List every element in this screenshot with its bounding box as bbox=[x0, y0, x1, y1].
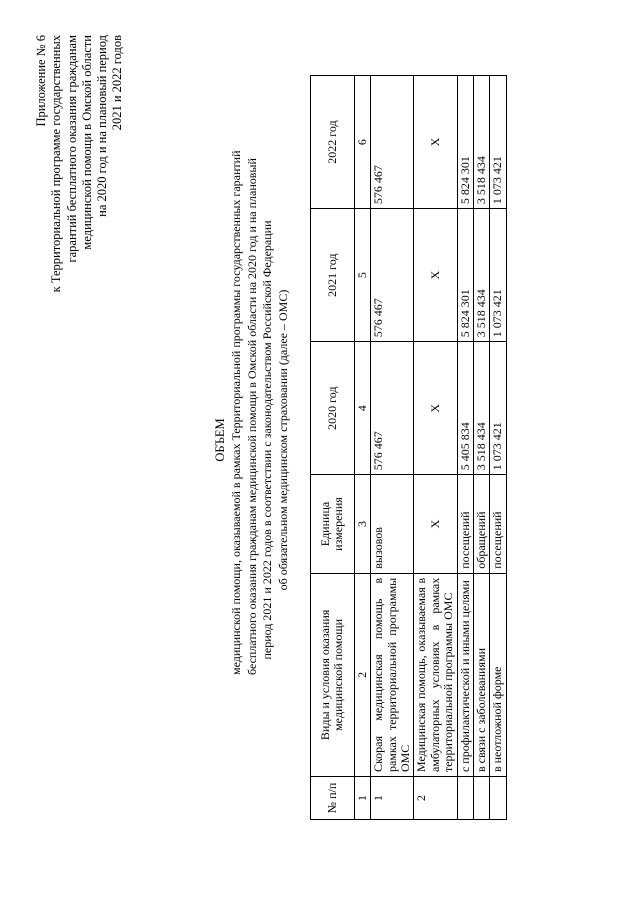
column-number: 1 bbox=[354, 777, 370, 820]
row-value-2020: 1 073 421 bbox=[490, 342, 506, 475]
row-number bbox=[474, 777, 490, 820]
row-number: 2 bbox=[414, 777, 457, 820]
header-unit: Единица измерения bbox=[311, 475, 355, 574]
title-line: бесплатного оказания гражданам медицинской помощи в Омской области на 2020 год и на плановый bbox=[244, 158, 259, 675]
header-type: Виды и условия оказания медицинской помощи bbox=[311, 573, 355, 776]
appendix-reference bbox=[34, 35, 126, 435]
row-type: с профилактической и иными целями bbox=[457, 573, 473, 776]
row-number bbox=[457, 777, 473, 820]
row-type: Скорая медицинская помощь в рамках территориальной программы ОМС bbox=[371, 573, 414, 776]
title-heading: ОБЪЕМ bbox=[213, 418, 227, 462]
row-value-2022: 3 518 434 bbox=[474, 76, 490, 209]
header-number: № п/п bbox=[311, 777, 355, 820]
row-value-2021: 3 518 434 bbox=[474, 209, 490, 342]
table-row bbox=[457, 76, 473, 820]
appendix-line: к Территориальной программе государственных bbox=[49, 35, 64, 293]
appendix-line: на 2020 год и на плановый период bbox=[95, 35, 110, 217]
column-number: 6 bbox=[354, 76, 370, 209]
table-row bbox=[490, 76, 506, 820]
column-number: 2 bbox=[354, 573, 370, 776]
row-value-2021: 576 467 bbox=[371, 209, 414, 342]
row-value-2021: 5 824 301 bbox=[457, 209, 473, 342]
row-unit: X bbox=[414, 475, 457, 574]
appendix-line: 2021 и 2022 годов bbox=[110, 35, 125, 131]
appendix-line: гарантий бесплатного оказания гражданам bbox=[64, 35, 79, 263]
row-type: в неотложной форме bbox=[490, 573, 506, 776]
table-row bbox=[474, 76, 490, 820]
row-value-2020: 3 518 434 bbox=[474, 342, 490, 475]
title-line: об обязательном медицинском страховании (далее – ОМС) bbox=[276, 289, 291, 591]
row-number bbox=[490, 777, 506, 820]
row-number: 1 bbox=[371, 777, 414, 820]
header-year-2022: 2022 год bbox=[311, 76, 355, 209]
row-value-2020: X bbox=[414, 342, 457, 475]
table-row bbox=[414, 76, 457, 820]
row-value-2022: 576 467 bbox=[371, 76, 414, 209]
row-type: в связи с заболеваниями bbox=[474, 573, 490, 776]
row-value-2022: X bbox=[414, 76, 457, 209]
column-number: 3 bbox=[354, 475, 370, 574]
row-value-2021: 1 073 421 bbox=[490, 209, 506, 342]
row-value-2020: 576 467 bbox=[371, 342, 414, 475]
row-unit: посещений bbox=[490, 475, 506, 574]
row-type: Медицинская помощь, оказываемая в амбулаторных условиях в рамках территориальной программы ОМС bbox=[414, 573, 457, 776]
appendix-line: Приложение № 6 bbox=[34, 35, 48, 127]
row-value-2022: 1 073 421 bbox=[490, 76, 506, 209]
volume-table bbox=[310, 75, 507, 820]
table-header-row bbox=[311, 76, 355, 820]
row-value-2022: 5 824 301 bbox=[457, 76, 473, 209]
row-unit: посещений bbox=[457, 475, 473, 574]
row-value-2020: 5 405 834 bbox=[457, 342, 473, 475]
table-row bbox=[371, 76, 414, 820]
title-line: период 2021 и 2022 годов в соответствии с законодательством Российской Федерации bbox=[260, 220, 275, 660]
column-number-row bbox=[354, 76, 370, 820]
row-unit: обращений bbox=[474, 475, 490, 574]
row-unit: вызовов bbox=[371, 475, 414, 574]
row-value-2021: X bbox=[414, 209, 457, 342]
document-title bbox=[213, 150, 292, 675]
header-year-2021: 2021 год bbox=[311, 209, 355, 342]
appendix-line: медицинской помощи в Омской области bbox=[79, 35, 94, 250]
title-line: медицинской помощи, оказываемой в рамках Территориальной программы государственных гарантий bbox=[228, 150, 243, 675]
column-number: 4 bbox=[354, 342, 370, 475]
header-year-2020: 2020 год bbox=[311, 342, 355, 475]
column-number: 5 bbox=[354, 209, 370, 342]
